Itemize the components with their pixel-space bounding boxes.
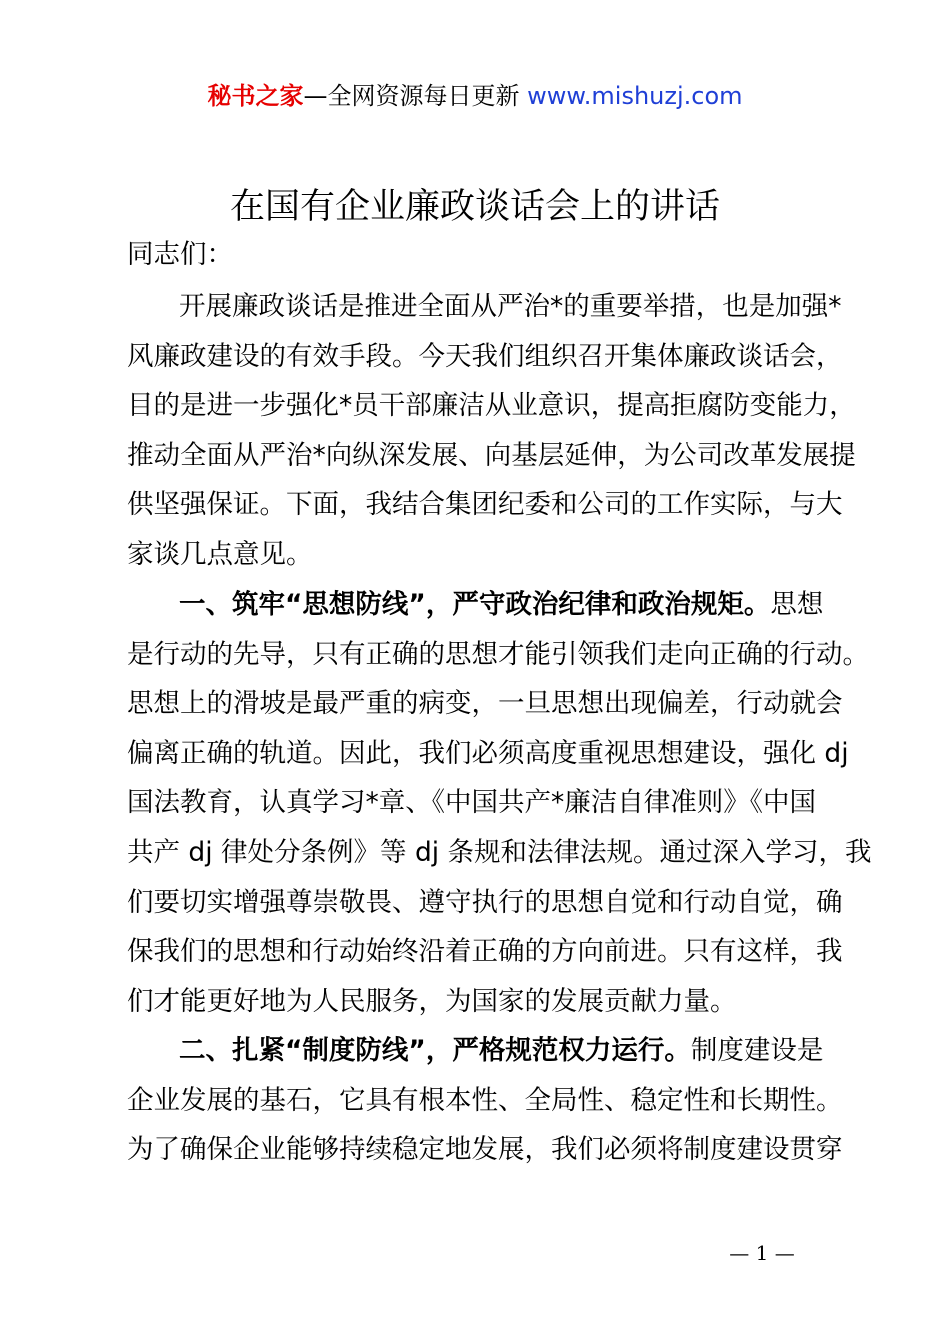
section-one-heading: 一、筑牢“思想防线”，严守政治纪律和政治规矩。 <box>179 589 771 620</box>
paragraph-line: 家谈几点意见。 <box>127 538 313 570</box>
paragraph-line: 企业发展的基石，它具有根本性、全局性、稳定性和长期性。 <box>127 1084 843 1116</box>
header-tagline: 全网资源每日更新 <box>327 82 520 110</box>
paragraph-line: 供坚强保证。下面，我结合集团纪委和公司的工作实际，与大 <box>127 489 843 521</box>
page-number: — 1 — <box>729 1241 795 1265</box>
header-dash: — <box>303 82 328 110</box>
section-one-first-line <box>127 580 839 630</box>
section-two-first-line <box>127 1026 839 1076</box>
paragraph-line: 是行动的先导，只有正确的思想才能引领我们走向正确的行动。 <box>127 638 869 670</box>
paragraph-line: 们要切实增强尊崇敬畏、遵守执行的思想自觉和行动自觉，确 <box>127 886 843 918</box>
section-two-first-tail: 制度建设是 <box>690 1035 824 1066</box>
paragraph-line: 保我们的思想和行动始终沿着正确的方向前进。只有这样，我 <box>127 936 843 968</box>
paragraph-line: 风廉政建设的有效手段。今天我们组织召开集体廉政谈话会， <box>127 340 843 372</box>
paragraph-intro <box>127 282 856 580</box>
paragraph-line: 偏离正确的轨道。因此，我们必须高度重视思想建设，强化 dj <box>127 737 849 769</box>
paragraph-line: 思想上的滑坡是最严重的病变，一旦思想出现偏差，行动就会 <box>127 688 843 720</box>
section-two-heading: 二、扎紧“制度防线”，严格规范权力运行。 <box>179 1035 691 1066</box>
paragraph-line: 目的是进一步强化*员干部廉洁从业意识，提高拒腐防变能力， <box>127 390 856 422</box>
greeting-text: 同志们： <box>127 239 233 270</box>
section-one <box>127 580 872 1026</box>
greeting <box>127 230 839 280</box>
paragraph-line: 为了确保企业能够持续稳定地发展，我们必须将制度建设贯穿 <box>127 1134 843 1166</box>
paragraph-line: 开展廉政谈话是推进全面从严治*的重要举措，也是加强* <box>179 291 842 322</box>
document-title: 在国有企业廉政谈话会上的讲话 <box>229 187 720 227</box>
section-one-first-tail: 思想 <box>770 589 824 620</box>
paragraph-line: 推动全面从严治*向纵深发展、向基层延伸，为公司改革发展提 <box>127 439 856 471</box>
paragraph-line: 共产 dj 律处分条例》等 dj 条规和法律法规。通过深入学习，我 <box>127 836 872 868</box>
section-two <box>127 1026 843 1175</box>
paragraph-line: 国法教育，认真学习*章、《中国共产*廉洁自律准则》《中国 <box>127 787 816 819</box>
paragraph-line: 们才能更好地为人民服务，为国家的发展贡献力量。 <box>127 985 737 1017</box>
site-header <box>0 80 950 112</box>
site-url-link[interactable]: www.mishuzj.com <box>527 82 743 110</box>
site-brand: 秘书之家 <box>207 82 304 110</box>
